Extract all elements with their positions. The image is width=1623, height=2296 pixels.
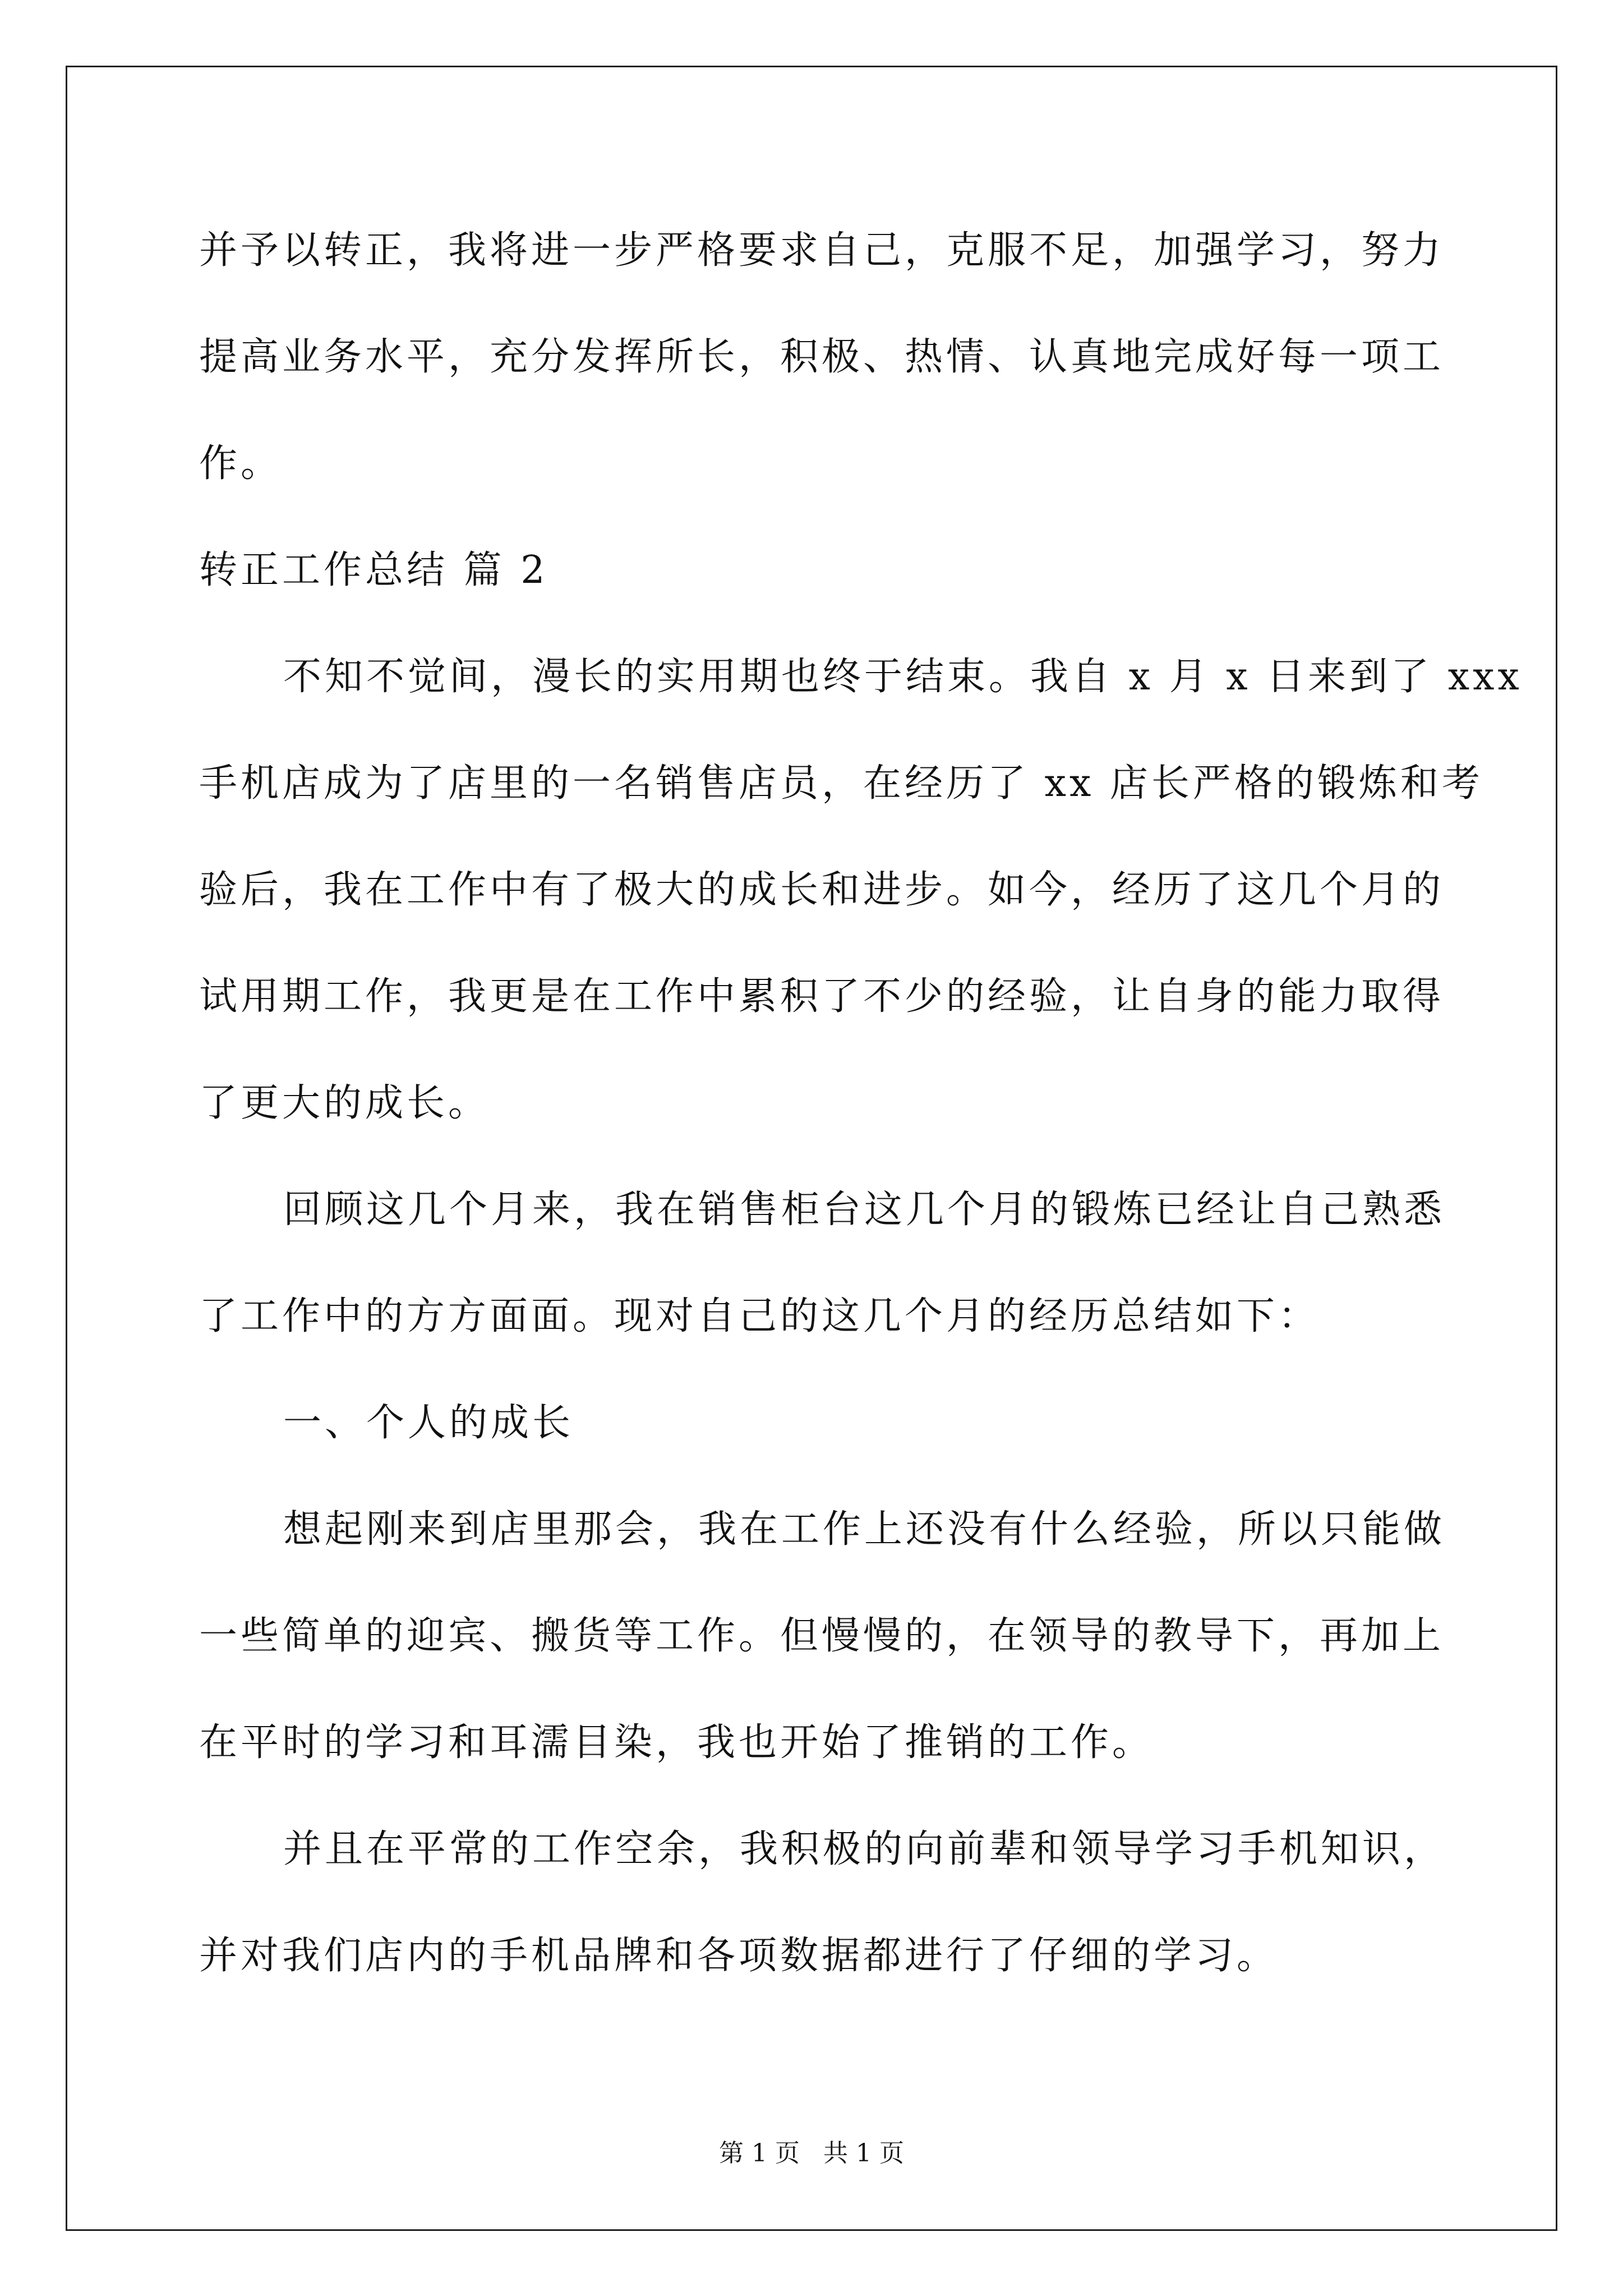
- paragraph-line: 不知不觉间，漫长的实用期也终于结束。我自 x 月 x 日来到了 xxx: [283, 655, 1523, 699]
- paragraph-line: 验后，我在工作中有了极大的成长和进步。如今，经历了这几个月的: [199, 868, 1445, 912]
- subsection-heading: 一、个人的成长: [283, 1401, 574, 1445]
- paragraph-line: 作。: [199, 441, 283, 486]
- paragraph-line: 并且在平常的工作空余，我积极的向前辈和领导学习手机知识，: [283, 1827, 1446, 1871]
- paragraph-line: 提高业务水平，充分发挥所长，积极、热情、认真地完成好每一项工: [199, 335, 1445, 379]
- paragraph-line: 一些简单的迎宾、搬货等工作。但慢慢的，在领导的教导下，再加上: [199, 1614, 1445, 1658]
- paragraph-line: 回顾这几个月来，我在销售柜台这几个月的锻炼已经让自己熟悉: [283, 1188, 1446, 1232]
- paragraph-line: 并予以转正，我将进一步严格要求自己，克服不足，加强学习，努力: [199, 228, 1445, 273]
- section-heading: 转正工作总结 篇 2: [199, 548, 548, 592]
- paragraph-line: 手机店成为了店里的一名销售店员，在经历了 xx 店长严格的锻炼和考: [199, 761, 1483, 806]
- paragraph-line: 试用期工作，我更是在工作中累积了不少的经验，让自身的能力取得: [199, 974, 1445, 1019]
- paragraph-line: 并对我们店内的手机品牌和各项数据都进行了仔细的学习。: [199, 1934, 1279, 1978]
- paragraph-line: 想起刚来到店里那会，我在工作上还没有什么经验，所以只能做: [283, 1507, 1446, 1552]
- page-border: [66, 66, 1557, 2231]
- paragraph-line: 了更大的成长。: [199, 1081, 490, 1125]
- paragraph-line: 在平时的学习和耳濡目染，我也开始了推销的工作。: [199, 1720, 1154, 1765]
- page-number-footer: 第 1 页 共 1 页: [719, 2139, 904, 2168]
- paragraph-line: 了工作中的方方面面。现对自己的这几个月的经历总结如下：: [199, 1294, 1320, 1338]
